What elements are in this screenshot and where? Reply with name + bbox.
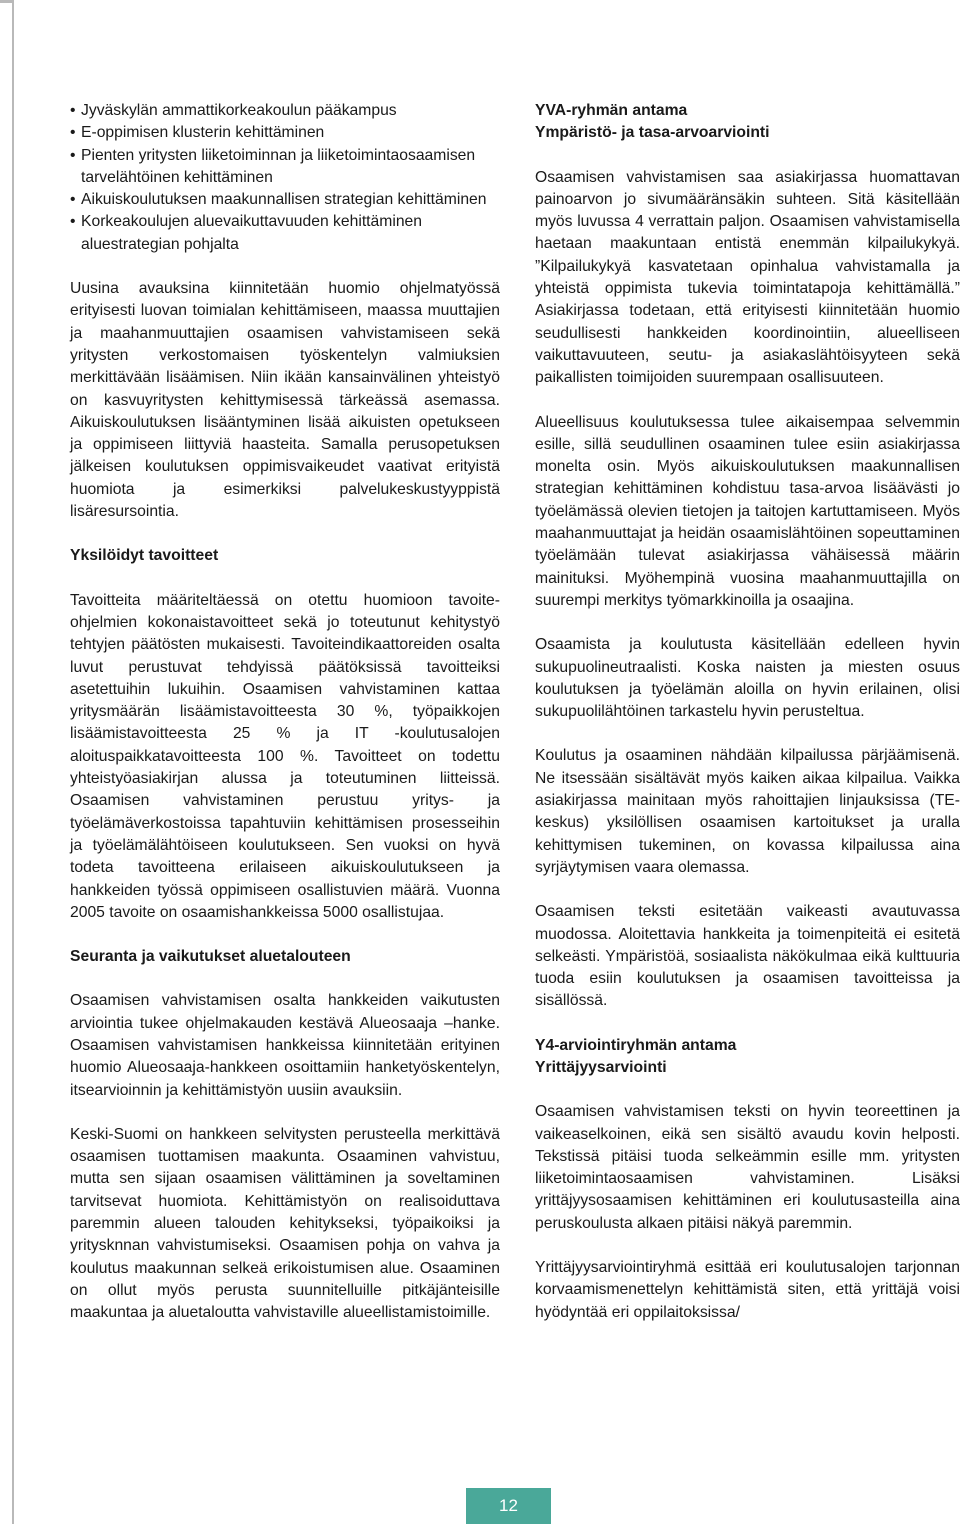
heading-line: YVA-ryhmän antama — [535, 102, 688, 119]
margin-rule-cap — [0, 0, 14, 3]
body-paragraph: Koulutus ja osaaminen nähdään kilpailussa pärjäämisenä. Ne itsessään sisältävät myös kaiken aikaa kilpailua. Vaikka asiakirjassa mainitaan myös rahoittajien linjauksissa (TE-keskus) yksilöllisen osaamisen kartoitukset ja uralla kehittymisen tukeminen, on kovassa kilpailussa aina syrjäytymisen vaara olemassa. — [535, 747, 960, 876]
body-paragraph: Osaamisen teksti esitetään vaikeasti avautuvassa muodossa. Aloitettavia hankkeita ja toimenpiteitä ei esitetä selkeästi. Ympäristöä, sosiaalista näkökulmaa eikä kulttuuria tuoda esiin koulutuksen ja osaamisen tavoitteissa ja sisällössä. — [535, 903, 960, 1010]
body-paragraph: Yrittäjyysarviointiryhmä esittää eri koulutusalojen tarjonnan korvaamismenettelyn kehittämistä siten, että yrittäjä voisi hyödyntää eri oppilaitoksissa/ — [535, 1259, 960, 1321]
page-number-badge — [466, 1488, 551, 1524]
right-column — [535, 100, 960, 1324]
section-heading: Yksilöidyt tavoitteet — [70, 547, 219, 565]
left-column — [70, 100, 500, 1325]
bullet-item: • Korkeakoulujen aluevaikuttavuuden kehittäminen aluestrategian pohjalta — [70, 211, 500, 256]
margin-rule — [12, 0, 14, 1524]
body-paragraph: Tavoitteita määriteltäessä on otettu huomioon tavoite-ohjelmien kokonaistavoitteet sekä jo toteutunut kehitystyö tehtyjen päätösten mukaisesti. Tavoiteindikaattoreiden osalta luvut perustuvat tehdyissä päätöksissä tavoitteiksi asetettuihin lukuihin. Osaamisen vahvistaminen kattaa yritysmäärän lisäämistavoitteesta 30 %, työpaikkojen lisäämistavoitteesta 25 % ja IT -koulutusalojen aloituspaikkatavoitteesta 100 %. Tavoitteet on todettu yhteistyöasiakirjan alussa ja toteutuminen liitteissä. Osaamisen vahvistaminen perustuu yritys- ja työelämäverkostoissa tapahtuviin kehittämisen prosesseihin ja työelämälähtöiseen koulutukseen. Sen vuoksi on hyvä todeta tavoitteena erilaiseen aikuiskoulutukseen ja hankkeiden työssä oppimiseen osallistuvien määrä. Vuonna 2005 tavoite on osaamishankkeissa 5000 osallistujaa. — [70, 591, 500, 921]
heading-line: Yrittäjyysarviointi — [535, 1058, 667, 1076]
heading-line: Y4-arviointiryhmän antama — [535, 1036, 737, 1054]
bullet-list — [70, 100, 500, 256]
bullet-item: • Pienten yritysten liiketoiminnan ja liiketoimintaosaamisen tarvelähtöinen kehittäminen — [70, 145, 500, 190]
body-paragraph: Alueellisuus koulutuksessa tulee aikaisempaa selvemmin esille, sillä seudullinen osaaminen tulee esiin asiakirjassa monelta osin. Myös aikuiskoulutuksen maakunnallisen strategian kehittäminen kohdistuu tasa-arvoa lisäävästi jo työelämässä olevien tietojen ja taitojen kartuttamiseen. Myös maahanmuuttajat ja heidän osaamislähtöinen sopeuttaminen työelämään tulevat asiakirjassa vähäisessä määrin mainituksi. Myöhempinä vuosina maahanmuuttajilla on suurempi merkitys työmarkkinoilla ja osaajina. — [535, 413, 960, 609]
page-number: 12 — [499, 1496, 518, 1515]
body-paragraph: Osaamista ja koulutusta käsitellään edelleen hyvin sukupuolineutraalisti. Koska naisten ja miesten osuus koulutuksen ja työelämän aloilla on hyvin erilainen, olisi sukupuolilähtöinen tarkastelu hyvin perusteltua. — [535, 636, 960, 721]
heading-line: Ympäristö- ja tasa-arvoarviointi — [535, 124, 770, 142]
body-paragraph: Keski-Suomi on hankkeen selvitysten perusteella merkittävä osaamisen tuottamisen maakunta. Osaaminen vahvistuu, mutta sen sijaan osaamisen välittäminen ja soveltaminen tarvitsevat huomiota. Kehittämistyön on realisoiduttava paremmin alueen talouden kehitykseksi, työpaikoiksi ja yritysknnan vahvistumiseksi. Osaamisen pohja on vahva ja koulutus maakunnan selkeä erikoistumisen alue. Osaaminen on ollut myös perusta suunnitelluille pitkäjänteisille maakuntaa ja aluetaloutta vahvistaville alueellistamistoimille. — [70, 1125, 500, 1322]
body-paragraph: Osaamisen vahvistamisen teksti on hyvin teoreettinen ja vaikeaselkoinen, eikä sen sisältö avaudu kovin helposti. Tekstissä pitäisi tuoda selkeämmin esille mm. yritysten liiketoimintaosaamisen vahvistaminen. Lisäksi yrittäjyysosaamisen kehittäminen eri koulutusasteilla aina peruskoulusta alkaen pitäisi näkyä paremmin. — [535, 1103, 960, 1232]
bullet-item: • Jyväskylän ammattikorkeakoulun pääkampus — [70, 100, 500, 122]
section-heading — [535, 100, 960, 145]
bullet-item: • Aikuiskoulutuksen maakunnallisen strategian kehittäminen — [70, 189, 500, 211]
body-paragraph: Osaamisen vahvistamisen saa asiakirjassa huomattavan painoarvon jo sivumääränsäkin suhteen. Sitä käsitellään myös luvussa 4 verrattain paljon. Osaamisen vahvistamisella haetaan maakuntaan entistä enemmän kilpailukykyä. ”Kilpailukykyä kasvatetaan opinhalua vahvistamalla ja yhteistä oppimista tukevia toimintatapoja kehittämällä.” Asiakirjassa todetaan, että erityisesti kiinnitetään huomio seudullisesti hankkeiden koordinointiin, alueelliseen vaikuttavuuteen, seutu- ja asiakaslähtöisyyteen sekä paikallisten toimijoiden suurempaan osallisuuteen. — [535, 168, 960, 387]
body-paragraph: Uusina avauksina kiinnitetään huomio ohjelmatyössä erityisesti luovan toimialan kehittämiseen, maassa muuttajien ja maahanmuuttajien osaamisen vahvistamiseen sekä yritysten verkostomaisen työskentelyn valmiuksien merkittävään lisäämisen. Niin ikään kansainvälinen yhteistyö on kasvuyritysten kehittymisessä tärkeässä asemassa. Aikuiskoulutuksen lisääntyminen lisää aikuisten opetukseen ja oppimiseen liittyviä haasteita. Samalla perusopetuksen jälkeisen koulutuksen oppimisvaikeudet vaativat erityistä huomiota ja esimerkiksi palvelukeskustyyppistä lisäresursointia. — [70, 280, 500, 521]
section-heading — [535, 1035, 960, 1080]
bullet-item: • E-oppimisen klusterin kehittäminen — [70, 122, 500, 144]
body-paragraph: Osaamisen vahvistamisen osalta hankkeiden vaikutusten arviointia tukee ohjelmakauden kestävä Alueosaaja –hanke. Osaamisen vahvistamisen hankkeissa kiinnitetään erityinen huomio Alueosaaja-hankkeen osoittamiin hanketyöskentelyn, itsearvioinnin ja kehittämistyön uusiin avauksiin. — [70, 992, 500, 1099]
section-heading: Seuranta ja vaikutukset aluetalouteen — [70, 948, 351, 966]
